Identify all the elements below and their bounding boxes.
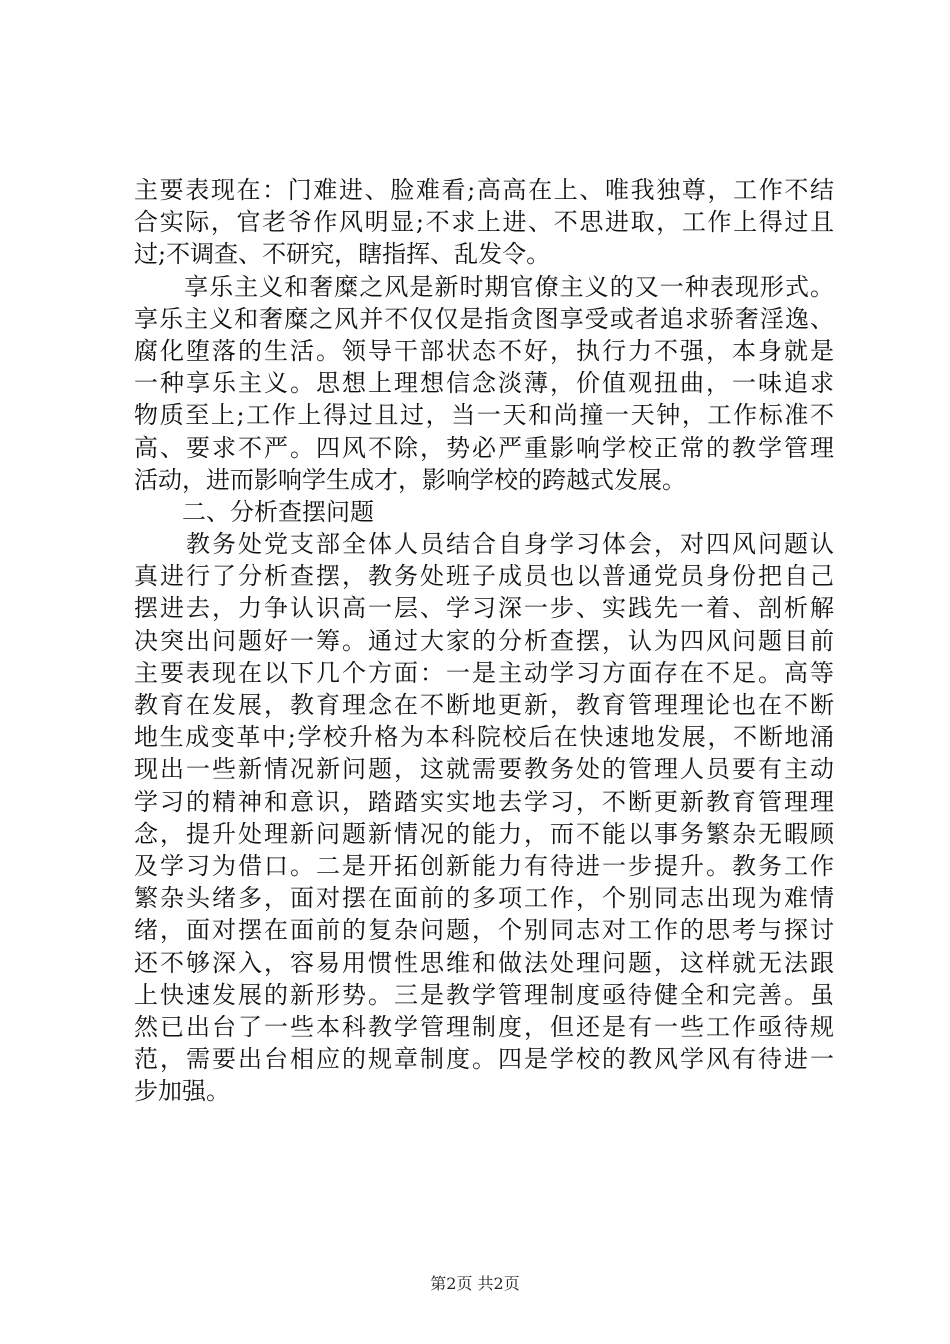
text-line: 合实际，官老爷作风明显;不求上进、不思进取，工作上得过且 <box>134 208 834 237</box>
text-line: 决突出问题好一筹。通过大家的分析查摆，认为四风问题目前 <box>134 626 834 655</box>
text-line: 范，需要出台相应的规章制度。四是学校的教风学风有待进一 <box>134 1045 834 1074</box>
text-line: 念，提升处理新问题新情况的能力，而不能以事务繁杂无暇顾 <box>134 819 834 848</box>
text-line: 二、分析查摆问题 <box>134 497 374 526</box>
text-line: 然已出台了一些本科教学管理制度，但还是有一些工作亟待规 <box>134 1012 834 1041</box>
text-line: 还不够深入，容易用惯性思维和做法处理问题，这样就无法跟 <box>134 948 834 977</box>
text-line: 繁杂头绪多，面对摆在面前的多项工作，个别同志出现为难情 <box>134 884 834 913</box>
text-line: 主要表现在：门难进、脸难看;高高在上、唯我独尊，工作不结 <box>134 176 834 204</box>
text-line: 主要表现在以下几个方面：一是主动学习方面存在不足。高等 <box>134 658 834 687</box>
document-body <box>134 174 834 1107</box>
text-line: 教务处党支部全体人员结合自身学习体会，对四风问题认 <box>134 530 834 559</box>
text-line: 步加强。 <box>134 1077 230 1106</box>
text-line: 上快速发展的新形势。三是教学管理制度亟待健全和完善。虽 <box>134 980 834 1009</box>
text-line: 腐化堕落的生活。领导干部状态不好，执行力不强，本身就是 <box>134 336 834 365</box>
text-line: 一种享乐主义。思想上理想信念淡薄，价值观扭曲，一味追求 <box>134 369 834 398</box>
text-line: 过;不调查、不研究，瞎指挥、乱发令。 <box>134 240 551 269</box>
text-line: 教育在发展，教育理念在不断地更新，教育管理理论也在不断 <box>134 691 834 719</box>
text-line: 物质至上;工作上得过且过，当一天和尚撞一天钟，工作标准不 <box>134 401 834 430</box>
text-line: 学习的精神和意识，踏踏实实地去学习，不断更新教育管理理 <box>134 787 834 816</box>
text-line: 及学习为借口。二是开拓创新能力有待进一步提升。教务工作 <box>134 851 834 880</box>
text-line: 高、要求不严。四风不除，势必严重影响学校正常的教学管理 <box>134 433 834 462</box>
text-line: 享乐主义和奢糜之风并不仅仅是指贪图享受或者追求骄奢淫逸、 <box>134 304 834 333</box>
text-line: 享乐主义和奢糜之风是新时期官僚主义的又一种表现形式。 <box>134 272 834 301</box>
text-line: 活动，进而影响学生成才，影响学校的跨越式发展。 <box>134 465 686 494</box>
text-line: 摆进去，力争认识高一层、学习深一步、实践先一着、剖析解 <box>134 594 834 623</box>
text-line: 地生成变革中;学校升格为本科院校后在快速地发展，不断地涌 <box>134 723 834 752</box>
text-line: 绪，面对摆在面前的复杂问题，个别同志对工作的思考与探讨 <box>134 916 834 945</box>
page-footer: 第2页 共2页 <box>430 1274 520 1293</box>
text-line: 现出一些新情况新问题，这就需要教务处的管理人员要有主动 <box>134 755 834 784</box>
text-line: 真进行了分析查摆，教务处班子成员也以普通党员身份把自己 <box>134 562 834 591</box>
